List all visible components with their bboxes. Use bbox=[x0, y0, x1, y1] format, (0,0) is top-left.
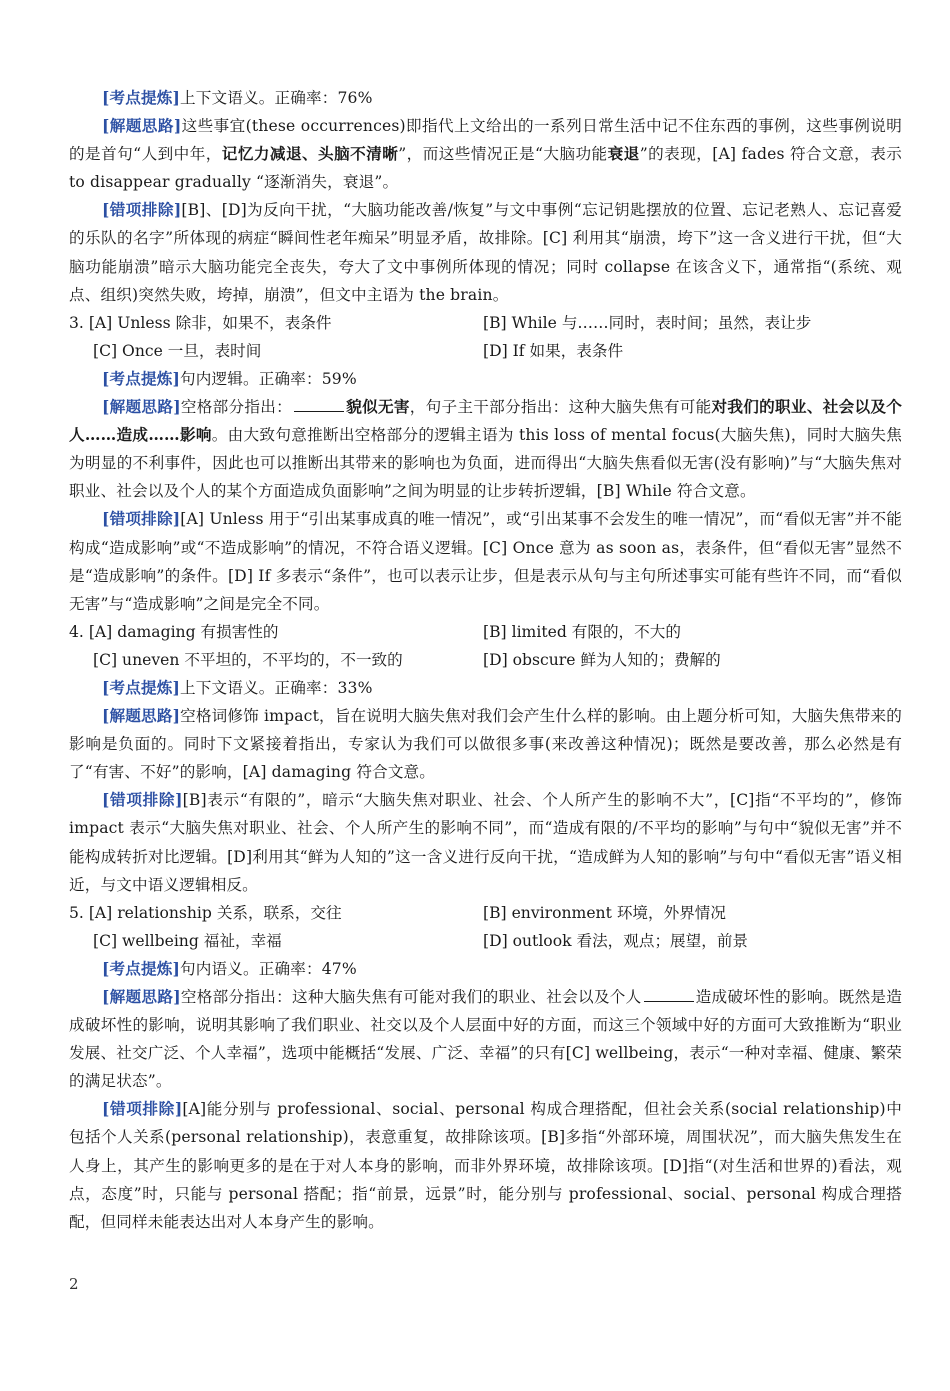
cuoxiang-label: [错项排除] bbox=[102, 1099, 183, 1119]
q3-jieti bbox=[69, 393, 902, 505]
q4-jieti bbox=[69, 702, 902, 786]
jieti-label: [解题思路] bbox=[102, 706, 181, 726]
option-d: [D] If 如果，表条件 bbox=[483, 341, 624, 360]
jieti-label: [解题思路] bbox=[102, 987, 181, 1006]
jieti-text: 空格词修饰 impact，旨在说明大脑失焦对我们会产生什么样的影响。由上题分析可知，大脑失焦带来的影响是负面的。同时下文紧接着指出，专家认为我们可以做很多事(来改善这种情况)；既然是要改善，那么必然是有了“有害、不好”的影响，[A] damaging 符合文意。 bbox=[69, 707, 902, 782]
q3-options-row-1 bbox=[69, 309, 902, 337]
option-c: [C] Once 一旦，表时间 bbox=[93, 341, 262, 360]
q5-options-row-1 bbox=[69, 899, 902, 927]
option-c: [C] wellbeing 福祉，幸福 bbox=[93, 931, 282, 950]
cuoxiang-label: [错项排除] bbox=[102, 200, 182, 220]
jieti-text: 空格部分指出： bbox=[180, 398, 293, 417]
jieti-text: ”，而这些情况正是“大脑功能 bbox=[398, 145, 608, 164]
cuoxiang-text: [A]能分别与 professional、social、personal 构成合理搭配，但社会关系(social relationship)中包括个人关系(personal relationship)，表意重复，故排除该项。[B]多指“外部环境，周围状况”，而大脑失焦发生在人身上，其产生的影响更多的是在于对人本身的影响，而非外界环境，故排除该项。[D]指“(对生活和世界的)看法，观点，态度”时，只能与 personal 搭配；指“前景，远景”时，能分别与 professional、social、personal 构成合理搭配，但同样未能表达出对人本身产生的影响。 bbox=[69, 1100, 902, 1231]
kaodian-label: [考点提炼] bbox=[102, 677, 181, 697]
jieti-text: 空格部分指出：这种大脑失焦有可能对我们的职业、社会以及个人 bbox=[180, 988, 642, 1006]
kaodian-text: 句内语义。正确率：47% bbox=[180, 959, 357, 978]
option-b: [B] limited 有限的，不大的 bbox=[483, 622, 681, 641]
cuoxiang-label: [错项排除] bbox=[102, 509, 181, 529]
jieti-label: [解题思路] bbox=[102, 116, 182, 136]
jieti-bold: 对我们的职业、社会以及个人……造成……影响 bbox=[69, 397, 902, 445]
q2-jieti bbox=[69, 112, 902, 196]
kaodian-label: [考点提炼] bbox=[102, 958, 181, 978]
kaodian-label: [考点提炼] bbox=[102, 88, 181, 107]
q5-options-row-2 bbox=[69, 927, 902, 955]
q3-kaodian bbox=[69, 365, 902, 393]
cuoxiang-text: [B]表示“有限的”，暗示“大脑失焦对职业、社会、个人所产生的影响不大”，[C]指“不平均的”，修饰 impact 表示“大脑失焦对职业、社会、个人所产生的影响不同”，而“造成有限的/不平均的影响”与句中“貌似无害”并不能构成转折对比逻辑。[D]利用其“鲜为人知的”这一含义进行反向干扰，“造成鲜为人知的影响”与句中“看似无害”语义相近，与文中语义逻辑相反。 bbox=[69, 791, 903, 894]
jieti-text: 这些事宜(these occurrences)即指代上文给出的一系列日常生活中记不住东西的事例，这些事例说明的是首句“人到中年， bbox=[69, 117, 902, 164]
jieti-bold: 衰退 bbox=[607, 144, 640, 164]
jieti-text: 。由大致句意推断出空格部分的逻辑主语为 this loss of mental focus(大脑失焦)，同时大脑失焦为明显的不利事件，因此也可以推断出其带来的影响也为负面，进而得出“大脑失焦看似无害(没有影响)”与“大脑失焦对职业、社会以及个人的某个方面造成负面影响”之间为明显的让步转折逻辑，[B] While 符合文意。 bbox=[69, 426, 902, 501]
kaodian-label: [考点提炼] bbox=[102, 368, 181, 388]
cuoxiang-label: [错项排除] bbox=[102, 790, 183, 810]
q4-options-row-1 bbox=[69, 618, 902, 646]
kaodian-text: 上下文语义。正确率：33% bbox=[180, 678, 373, 697]
answer-blank bbox=[644, 987, 694, 1002]
q5-cuoxiang bbox=[69, 1095, 902, 1235]
q2-cuoxiang bbox=[69, 196, 902, 308]
q3-options-row-2 bbox=[69, 337, 902, 365]
cuoxiang-text: [B]、[D]为反向干扰，“大脑功能改善/恢复”与文中事例“忘记钥匙摆放的位置、忘记老熟人、忘记喜爱的乐队的名字”所体现的病症“瞬间性老年痴呆”明显矛盾，故排除。[C] 利用其“崩溃，垮下”这一含义进行干扰，但“大脑功能崩溃”暗示大脑功能完全丧失，夸大了文中事例所体现的情况；同时 collapse 在该含义下，通常指“(系统、观点、组织)突然失败，垮掉，崩溃”，但文中主语为 the brain。 bbox=[69, 201, 903, 304]
jieti-text: ”的表现，[A] fades 符合文意，表示 to disappear gradually “逐渐消失，衰退”。 bbox=[69, 145, 902, 192]
kaodian-text: 句内逻辑。正确率：59% bbox=[180, 369, 357, 388]
page-number: 2 bbox=[69, 1275, 79, 1293]
option-b: [B] environment 环境，外界情况 bbox=[483, 903, 726, 922]
option-a: 5. [A] relationship 关系，联系，交往 bbox=[69, 903, 342, 922]
q5-jieti bbox=[69, 983, 902, 1095]
option-a: 3. [A] Unless 除非，如果不，表条件 bbox=[69, 313, 332, 332]
q4-cuoxiang bbox=[69, 786, 902, 898]
answer-blank bbox=[294, 397, 344, 412]
jieti-bold: 貌似无害 bbox=[346, 397, 410, 417]
q4-kaodian bbox=[69, 674, 902, 702]
page-content bbox=[69, 84, 902, 1236]
q3-cuoxiang bbox=[69, 505, 902, 617]
option-c: [C] uneven 不平坦的，不平均的，不一致的 bbox=[93, 650, 403, 669]
q2-kaodian bbox=[69, 84, 902, 112]
q4-options-row-2 bbox=[69, 646, 902, 674]
q5-kaodian bbox=[69, 955, 902, 983]
cuoxiang-text: [A] Unless 用于“引出某事成真的唯一情况”，或“引出某事不会发生的唯一情况”，而“看似无害”并不能构成“造成影响”或“不造成影响”的情况，不符合语义逻辑。[C] Once 意为 as soon as，表条件，但“看似无害”显然不是“造成影响”的条件。[D] If 多表示“条件”，也可以表示让步，但是表示从句与主句所述事实可能有些许不同，而“看似无害”与“造成影响”之间是完全不同。 bbox=[69, 510, 903, 613]
kaodian-text: 上下文语义。正确率：76% bbox=[180, 89, 373, 107]
option-d: [D] obscure 鲜为人知的；费解的 bbox=[483, 650, 721, 669]
jieti-text: 造成破坏性的影响。既然是造成破坏性的影响，说明其影响了我们职业、社交以及个人层面中好的方面，而这三个领域中好的方面可大致推断为“职业发展、社交广泛、个人幸福”，选项中能概括“发展、广泛、幸福”的只有[C] wellbeing，表示“一种对幸福、健康、繁荣的满足状态”。 bbox=[69, 988, 903, 1091]
option-d: [D] outlook 看法，观点；展望，前景 bbox=[483, 931, 749, 950]
option-a: 4. [A] damaging 有损害性的 bbox=[69, 622, 279, 641]
jieti-bold: 记忆力减退、头脑不清晰 bbox=[221, 144, 399, 164]
option-b: [B] While 与……同时，表时间；虽然，表让步 bbox=[483, 313, 812, 332]
jieti-text: ，句子主干部分指出：这种大脑失焦有可能 bbox=[409, 398, 712, 417]
jieti-label: [解题思路] bbox=[102, 397, 181, 417]
